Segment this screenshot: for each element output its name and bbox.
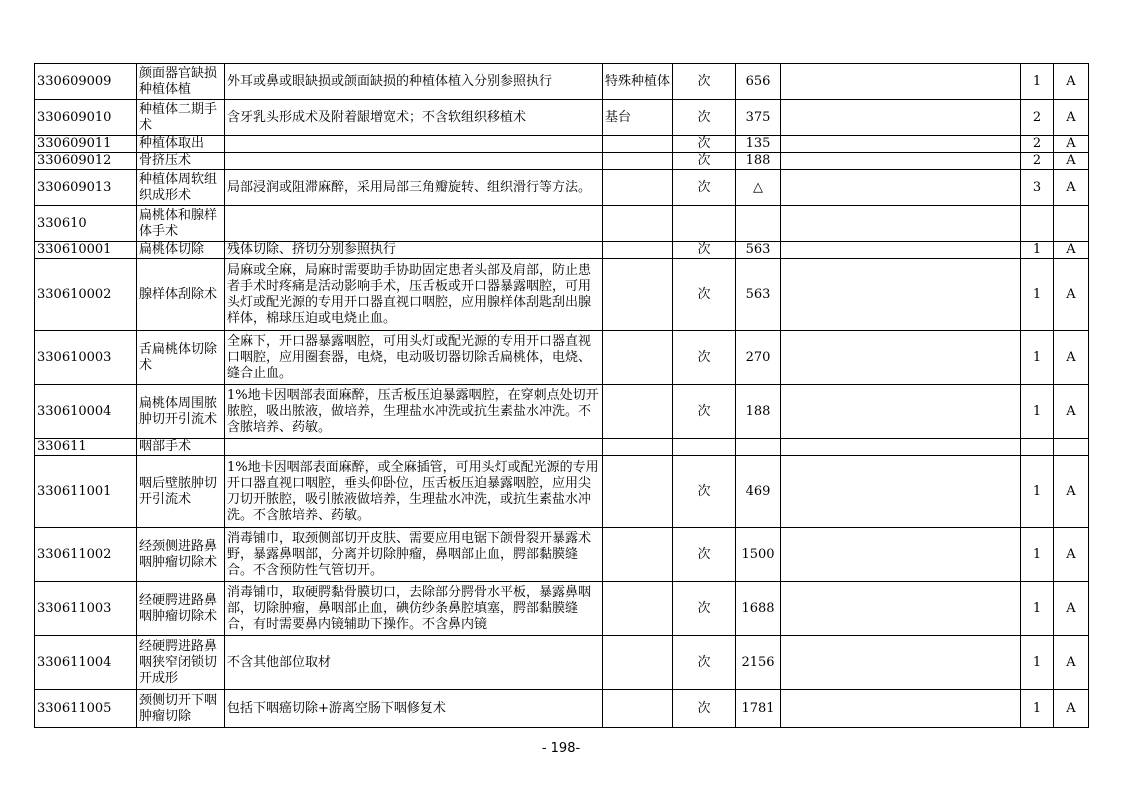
price-cell: 135 — [736, 136, 781, 153]
item-name-cell: 颜面器官缺损种植体植 — [137, 64, 225, 100]
table-row — [35, 439, 1089, 456]
table-row — [35, 170, 1089, 206]
payment-ratio-cell: 2 — [1021, 136, 1054, 153]
excluded-items-cell — [603, 331, 673, 385]
price-cell — [736, 206, 781, 242]
category-cell: A — [1054, 100, 1089, 136]
item-content-cell — [225, 206, 603, 242]
excluded-items-cell: 基台 — [603, 100, 673, 136]
charge-unit-cell: 次 — [673, 170, 736, 206]
payment-ratio-cell: 2 — [1021, 153, 1054, 170]
item-content-cell: 外耳或鼻或眼缺损或颌面缺损的种植体植入分别参照执行 — [225, 64, 603, 100]
item-content-cell: 局部浸润或阻滞麻醉，采用局部三角瓣旋转、组织滑行等方法。 — [225, 170, 603, 206]
price-cell: 188 — [736, 153, 781, 170]
item-content-cell: 1%地卡因咽部表面麻醉，压舌板压迫暴露咽腔，在穿刺点处切开脓腔，吸出脓液，做培养，生理盐水冲洗或抗生素盐水冲洗。不含脓培养、药敏。 — [225, 385, 603, 439]
note-cell — [781, 439, 1021, 456]
category-cell: A — [1054, 690, 1089, 728]
note-cell — [781, 456, 1021, 528]
table-row — [35, 385, 1089, 439]
category-cell: A — [1054, 528, 1089, 582]
item-name-cell: 经硬腭进路鼻咽肿瘤切除术 — [137, 582, 225, 636]
payment-ratio-cell: 1 — [1021, 385, 1054, 439]
table-row — [35, 636, 1089, 690]
item-name-cell: 扁桃体周围脓肿切开引流术 — [137, 385, 225, 439]
item-code-cell: 330609011 — [35, 136, 137, 153]
page-number: - 198- — [541, 741, 581, 756]
charge-unit-cell: 次 — [673, 636, 736, 690]
price-cell: 469 — [736, 456, 781, 528]
category-cell: A — [1054, 331, 1089, 385]
payment-ratio-cell: 1 — [1021, 456, 1054, 528]
item-content-cell: 残体切除、挤切分别参照执行 — [225, 242, 603, 259]
price-cell: 1781 — [736, 690, 781, 728]
item-name-cell: 咽后壁脓肿切开引流术 — [137, 456, 225, 528]
item-name-cell: 种植体二期手术 — [137, 100, 225, 136]
excluded-items-cell — [603, 242, 673, 259]
excluded-items-cell — [603, 153, 673, 170]
excluded-items-cell — [603, 456, 673, 528]
note-cell — [781, 385, 1021, 439]
payment-ratio-cell — [1021, 206, 1054, 242]
excluded-items-cell — [603, 636, 673, 690]
category-cell — [1054, 206, 1089, 242]
note-cell — [781, 170, 1021, 206]
payment-ratio-cell: 1 — [1021, 242, 1054, 259]
price-cell — [736, 439, 781, 456]
price-cell: 2156 — [736, 636, 781, 690]
item-content-cell — [225, 153, 603, 170]
item-code-cell: 330609009 — [35, 64, 137, 100]
table-row — [35, 64, 1089, 100]
item-name-cell: 扁桃体和腺样体手术 — [137, 206, 225, 242]
excluded-items-cell — [603, 259, 673, 331]
item-content-cell — [225, 136, 603, 153]
charge-unit-cell — [673, 439, 736, 456]
table-row — [35, 136, 1089, 153]
price-cell: 270 — [736, 331, 781, 385]
table-row — [35, 582, 1089, 636]
charge-unit-cell: 次 — [673, 528, 736, 582]
price-cell: 656 — [736, 64, 781, 100]
fee-schedule-table — [34, 63, 1089, 728]
note-cell — [781, 64, 1021, 100]
table-row — [35, 206, 1089, 242]
category-cell: A — [1054, 64, 1089, 100]
table-row — [35, 456, 1089, 528]
charge-unit-cell: 次 — [673, 153, 736, 170]
payment-ratio-cell: 1 — [1021, 582, 1054, 636]
table-row — [35, 153, 1089, 170]
category-cell: A — [1054, 136, 1089, 153]
item-content-cell — [225, 439, 603, 456]
charge-unit-cell: 次 — [673, 100, 736, 136]
item-name-cell: 腺样体刮除术 — [137, 259, 225, 331]
table-row — [35, 242, 1089, 259]
note-cell — [781, 242, 1021, 259]
item-code-cell: 330611005 — [35, 690, 137, 728]
item-code-cell: 330610004 — [35, 385, 137, 439]
charge-unit-cell: 次 — [673, 456, 736, 528]
item-code-cell: 330610003 — [35, 331, 137, 385]
item-code-cell: 330611002 — [35, 528, 137, 582]
excluded-items-cell: 特殊种植体 — [603, 64, 673, 100]
item-code-cell: 330610 — [35, 206, 137, 242]
price-cell: 563 — [736, 259, 781, 331]
item-content-cell: 消毒铺巾，取颈侧部切开皮肤、需要应用电锯下颌骨裂开暴露术野，暴露鼻咽部，分离并切除肿瘤，鼻咽部止血，腭部黏膜缝合。不含预防性气管切开。 — [225, 528, 603, 582]
excluded-items-cell — [603, 690, 673, 728]
table-row — [35, 100, 1089, 136]
category-cell: A — [1054, 582, 1089, 636]
charge-unit-cell: 次 — [673, 242, 736, 259]
note-cell — [781, 259, 1021, 331]
category-cell: A — [1054, 636, 1089, 690]
note-cell — [781, 690, 1021, 728]
item-content-cell: 1%地卡因咽部表面麻醉，或全麻插管，可用头灯或配光源的专用开口器直视口咽腔，垂头仰卧位，压舌板压迫暴露咽腔，应用尖刀切开脓腔，吸引脓液做培养，生理盐水冲洗，或抗生素盐水冲洗。不含脓培养、药敏。 — [225, 456, 603, 528]
item-name-cell: 经硬腭进路鼻咽狭窄闭锁切开成形 — [137, 636, 225, 690]
excluded-items-cell — [603, 136, 673, 153]
item-code-cell: 330610002 — [35, 259, 137, 331]
item-content-cell: 含牙乳头形成术及附着龈增宽术；不含软组织移植术 — [225, 100, 603, 136]
note-cell — [781, 636, 1021, 690]
price-cell: △ — [736, 170, 781, 206]
category-cell: A — [1054, 242, 1089, 259]
item-content-cell: 全麻下，开口器暴露咽腔，可用头灯或配光源的专用开口器直视口咽腔，应用圈套器，电烧，电动吸切器切除舌扁桃体，电烧、缝合止血。 — [225, 331, 603, 385]
note-cell — [781, 331, 1021, 385]
item-name-cell: 咽部手术 — [137, 439, 225, 456]
charge-unit-cell: 次 — [673, 136, 736, 153]
item-name-cell: 颈侧切开下咽肿瘤切除 — [137, 690, 225, 728]
excluded-items-cell — [603, 582, 673, 636]
category-cell: A — [1054, 456, 1089, 528]
item-content-cell: 包括下咽癌切除+游离空肠下咽修复术 — [225, 690, 603, 728]
charge-unit-cell: 次 — [673, 690, 736, 728]
charge-unit-cell: 次 — [673, 385, 736, 439]
item-code-cell: 330609012 — [35, 153, 137, 170]
payment-ratio-cell: 1 — [1021, 528, 1054, 582]
table-row — [35, 528, 1089, 582]
note-cell — [781, 206, 1021, 242]
item-code-cell: 330611003 — [35, 582, 137, 636]
charge-unit-cell: 次 — [673, 331, 736, 385]
charge-unit-cell: 次 — [673, 259, 736, 331]
note-cell — [781, 582, 1021, 636]
category-cell: A — [1054, 170, 1089, 206]
item-code-cell: 330611004 — [35, 636, 137, 690]
fee-table-body — [35, 64, 1089, 728]
excluded-items-cell — [603, 528, 673, 582]
payment-ratio-cell: 1 — [1021, 690, 1054, 728]
price-cell: 1500 — [736, 528, 781, 582]
note-cell — [781, 136, 1021, 153]
item-name-cell: 种植体取出 — [137, 136, 225, 153]
category-cell: A — [1054, 259, 1089, 331]
item-name-cell: 种植体周软组织成形术 — [137, 170, 225, 206]
category-cell: A — [1054, 385, 1089, 439]
price-cell: 563 — [736, 242, 781, 259]
excluded-items-cell — [603, 170, 673, 206]
item-name-cell: 舌扁桃体切除术 — [137, 331, 225, 385]
note-cell — [781, 100, 1021, 136]
excluded-items-cell — [603, 439, 673, 456]
item-code-cell: 330611001 — [35, 456, 137, 528]
price-cell: 375 — [736, 100, 781, 136]
charge-unit-cell: 次 — [673, 64, 736, 100]
item-name-cell: 骨挤压术 — [137, 153, 225, 170]
excluded-items-cell — [603, 385, 673, 439]
payment-ratio-cell: 1 — [1021, 259, 1054, 331]
category-cell: A — [1054, 153, 1089, 170]
payment-ratio-cell: 3 — [1021, 170, 1054, 206]
table-row — [35, 331, 1089, 385]
price-cell: 1688 — [736, 582, 781, 636]
note-cell — [781, 153, 1021, 170]
item-content-cell: 消毒铺巾，取硬腭黏骨膜切口，去除部分腭骨水平板，暴露鼻咽部，切除肿瘤，鼻咽部止血，碘仿纱条鼻腔填塞，腭部黏膜缝合，有时需要鼻内镜辅助下操作。不含鼻内镜 — [225, 582, 603, 636]
table-row — [35, 690, 1089, 728]
table-row — [35, 259, 1089, 331]
price-cell: 188 — [736, 385, 781, 439]
payment-ratio-cell: 1 — [1021, 636, 1054, 690]
item-name-cell: 扁桃体切除 — [137, 242, 225, 259]
item-code-cell: 330610001 — [35, 242, 137, 259]
item-code-cell: 330609013 — [35, 170, 137, 206]
charge-unit-cell: 次 — [673, 582, 736, 636]
item-code-cell: 330609010 — [35, 100, 137, 136]
payment-ratio-cell: 1 — [1021, 331, 1054, 385]
category-cell — [1054, 439, 1089, 456]
payment-ratio-cell — [1021, 439, 1054, 456]
item-content-cell: 局麻或全麻，局麻时需要助手协助固定患者头部及肩部，防止患者手术时疼痛是活动影响手术，压舌板或开口器暴露咽腔，可用头灯或配光源的专用开口器直视口咽腔，应用腺样体刮匙刮出腺样体，棉球压迫或电烧止血。 — [225, 259, 603, 331]
note-cell — [781, 528, 1021, 582]
item-content-cell: 不含其他部位取材 — [225, 636, 603, 690]
excluded-items-cell — [603, 206, 673, 242]
item-name-cell: 经颈侧进路鼻咽肿瘤切除术 — [137, 528, 225, 582]
payment-ratio-cell: 1 — [1021, 64, 1054, 100]
item-code-cell: 330611 — [35, 439, 137, 456]
payment-ratio-cell: 2 — [1021, 100, 1054, 136]
charge-unit-cell — [673, 206, 736, 242]
